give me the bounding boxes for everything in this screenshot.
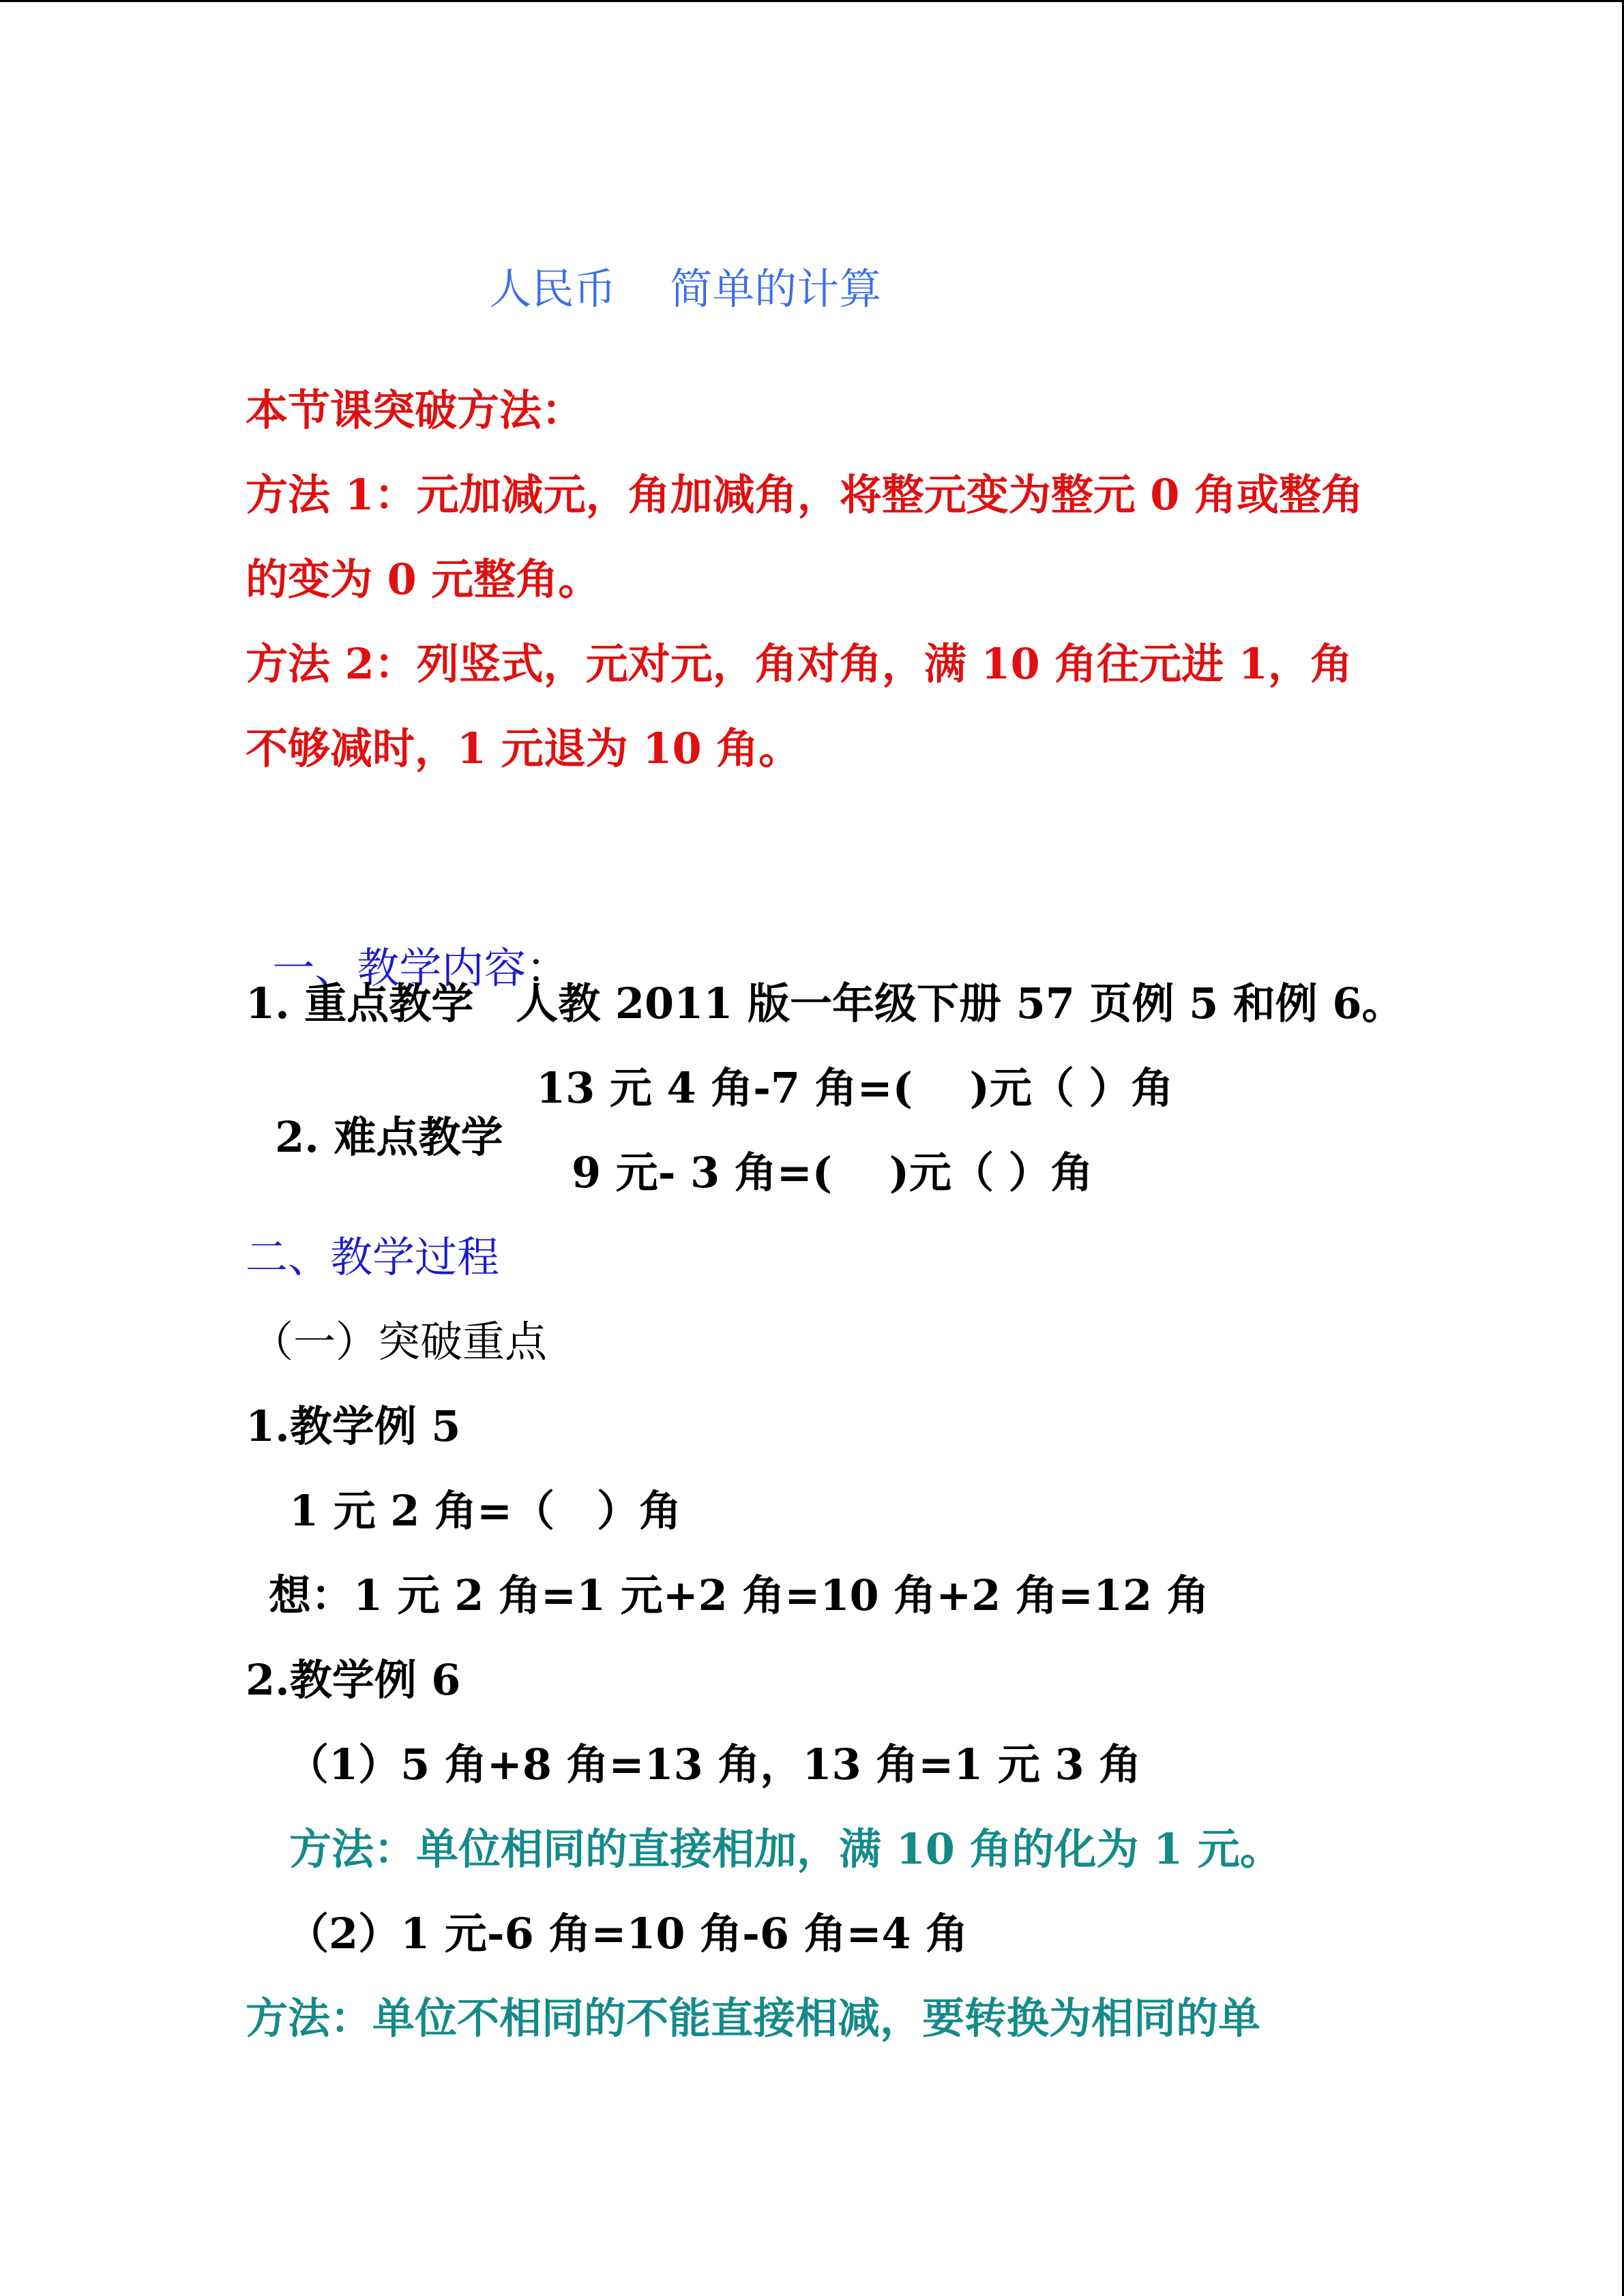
example-6-part-2-method: 方法：单位不相同的不能直接相减，要转换为相同的单: [246, 1993, 1261, 2043]
section-1-item-2-expr-2: 9 元- 3 角=( )元（ ）角: [572, 1148, 1093, 1197]
example-6-part-1: （1）5 角+8 角=13 角，13 角=1 元 3 角: [286, 1740, 1142, 1789]
page-title: [462, 215, 881, 314]
breakthrough-heading: 本节课突破方法：: [246, 385, 585, 435]
section-1-item-2-expr: 13 元 4 角-7 角=( )元（ ）角: [536, 1063, 1174, 1113]
page-border-top: [0, 0, 1624, 2]
method-1-line-2: 的变为 0 元整角。: [246, 554, 601, 604]
section-1-item-1: 1. 重点教学 人教 2011 版一年级下册 57 页例 5 和例 6。: [246, 979, 1404, 1028]
section-1-item-2-label: 2. 难点教学: [275, 1112, 503, 1162]
example-5-question: 1 元 2 角=（ ）角: [289, 1486, 681, 1536]
section-1-heading-colon: ：: [526, 943, 569, 993]
example-5-think: 想：1 元 2 角=1 元+2 角=10 角+2 角=12 角: [269, 1570, 1209, 1620]
example-6-part-1-method: 方法：单位相同的直接相加，满 10 角的化为 1 元。: [289, 1824, 1282, 1874]
section-1-heading-text: 一、教学内容: [272, 943, 527, 993]
method-2-line-2: 不够减时，1 元退为 10 角。: [246, 724, 801, 773]
title-gap: [616, 264, 670, 314]
example-5-title: 1.教学例 5: [246, 1401, 461, 1451]
section-1-item-2: [246, 1064, 503, 1162]
section-2-sub-1: （一）突破重点: [251, 1317, 548, 1367]
method-2-line-1: 方法 2：列竖式，元对元，角对角，满 10 角往元进 1，角: [246, 639, 1353, 689]
example-6-title: 2.教学例 6: [246, 1655, 461, 1705]
example-6-part-2: （2）1 元-6 角=10 角-6 角=4 角: [286, 1909, 969, 1958]
section-2-heading: 二、教学过程: [246, 1232, 500, 1282]
title-part-1: 人民币: [489, 264, 617, 314]
method-1-line-1: 方法 1：元加减元，角加减角，将整元变为整元 0 角或整角: [246, 470, 1364, 520]
title-part-2: 简单的计算: [670, 264, 882, 314]
